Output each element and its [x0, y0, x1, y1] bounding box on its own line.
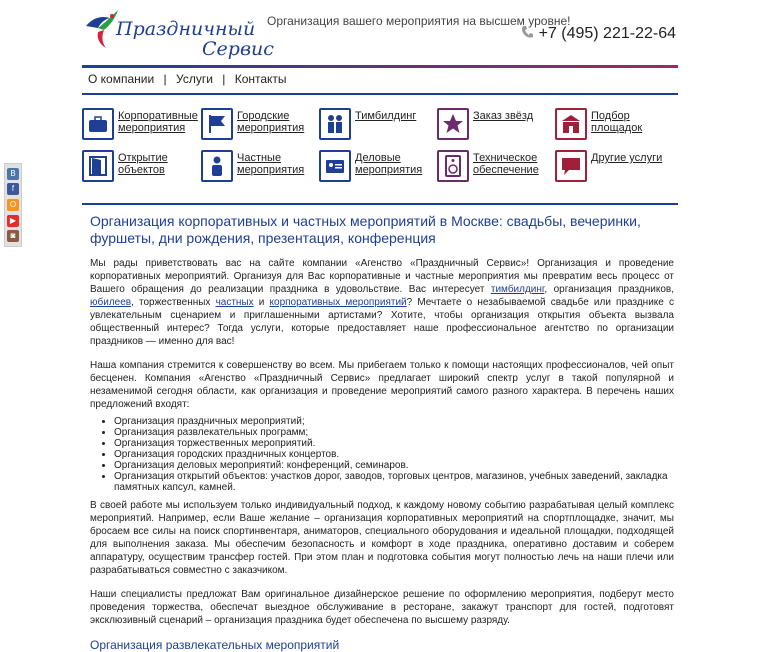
vk-icon[interactable]: В: [7, 168, 19, 180]
venue-icon: [555, 108, 587, 140]
nav-separator: |: [222, 72, 226, 86]
list-item: • Организация деловых мероприятий: конференций, семинаров.: [114, 460, 674, 471]
chat-icon: [555, 150, 587, 182]
link-jubilee[interactable]: юбилеев: [90, 297, 132, 308]
facebook-icon[interactable]: f: [7, 183, 19, 195]
service-label: Тимбилдинг: [355, 110, 417, 122]
services-list: [114, 416, 674, 493]
social-sidebar: [4, 163, 22, 247]
phone[interactable]: [521, 25, 676, 43]
service-label: Другие услуги: [591, 152, 663, 164]
speaker-icon: [437, 150, 469, 182]
text-fragment: ? Мечтаете о незабываемой свадьбе или празднике с увлекательным сценарием и приглашенными артистами? Хотите, чтобы организация открытия объекта вызвала общественный интерес? Тогда услуги, которые предоставляет наше профессиональное агентство по организации праздников — именно для вас!: [90, 297, 674, 347]
service-label: Корпоративные мероприятия: [118, 110, 198, 134]
list-item: • Организация городских праздничных концертов.: [114, 449, 674, 460]
page-title: Организация корпоративных и частных мероприятий в Москве: свадьбы, вечеринки, фуршеты, дни рождения, презентация, конференция: [90, 213, 641, 246]
logo-text-line1: Праздничный: [116, 18, 256, 40]
text-fragment: , торжественных: [131, 297, 216, 308]
service-corporate[interactable]: [82, 108, 197, 144]
service-label: Подбор площадок: [591, 110, 643, 134]
list-item: • Организация торжественных мероприятий.: [114, 438, 674, 449]
service-other[interactable]: [555, 150, 670, 186]
service-city[interactable]: [201, 108, 316, 144]
service-label: Городские мероприятия: [237, 110, 305, 134]
star-icon: [437, 108, 469, 140]
specialists-paragraph: Наши специалисты предложат Вам оригинальное дизайнерское решение по оформлению мероприятия, подберут место проведения торжества, обеспечат выездное обслуживание в ресторане, закажут транспорт для гостей, подготовят эксклюзивный сценарий – организация праздника будет обеспечена по высшему разряду.: [90, 589, 674, 626]
service-venues[interactable]: [555, 108, 670, 144]
service-teambuilding[interactable]: [319, 108, 434, 144]
service-stars[interactable]: [437, 108, 552, 144]
logo[interactable]: [82, 6, 274, 60]
nav-divider: [82, 93, 678, 95]
main-content: [90, 213, 674, 652]
intro-paragraph: [90, 257, 674, 348]
service-label: Деловые мероприятия: [355, 152, 423, 176]
instagram-icon[interactable]: ◙: [7, 230, 19, 242]
phone-number: +7 (495) 221-22-64: [538, 25, 676, 42]
text-fragment: и: [253, 297, 270, 308]
link-teambuilding[interactable]: тимбилдинг: [490, 284, 545, 295]
youtube-icon[interactable]: ▶: [7, 215, 19, 227]
list-item: • Организация развлекательных программ;: [114, 427, 674, 438]
service-openings[interactable]: [82, 150, 197, 186]
nav-separator: |: [163, 72, 167, 86]
briefcase-icon: [82, 108, 114, 140]
list-item: • Организация открытий объектов: участков дорог, заводов, торговых центров, магазинов, учебных заведений, закладка памятных капсул, камней.: [114, 471, 674, 493]
link-private[interactable]: частных: [215, 297, 254, 308]
odnoklassniki-icon[interactable]: О: [7, 199, 19, 211]
approach-paragraph: В своей работе мы используем только индивидуальный подход, к каждому новому событию разрабатывая целый комплекс мероприятий. Например, если Ваше желание – организация корпоративных мероприятий на спортплощадке, значит, мы бросаем все силы на поиск спортинвентаря, аниматоров, специального оборудования и идеальной площадки, подходящей для выполнения заказа. Мы обеспечим безопасность и комфорт в ходе праздника, оперативно доставим и соберем аппаратуру, осуществим трансфер гостей. При этом план и подготовка события могут полностью лечь на наши плечи или разрабатываться совместно с заказчиком.: [90, 500, 674, 576]
section-subtitle: Организация развлекательных мероприятий: [90, 638, 340, 652]
service-label: Заказ звёзд: [473, 110, 534, 122]
header: [82, 0, 680, 68]
service-business[interactable]: [319, 150, 434, 186]
team-icon: [319, 108, 351, 140]
text-fragment: , организация праздников,: [544, 284, 674, 295]
service-label: Частные мероприятия: [237, 152, 305, 176]
service-label: Открытие объектов: [118, 152, 168, 176]
header-divider: [82, 65, 678, 68]
service-label: Техническое обеспечение: [473, 152, 539, 176]
main-nav: [88, 72, 287, 86]
text-fragment: Мы рады приветствовать вас на сайте компании «Агенство «Праздничный Сервис»! Организация и проведение корпоративных мероприятий. Организуя для Вас корпоративные и частные мероприятия мы превратим весь процесс от Вашего обращения до реализации праздника в удовольствие. Вас интересует: [90, 258, 674, 295]
tagline: Организация вашего мероприятия на высшем уровне!: [267, 14, 571, 28]
nav-item-contacts[interactable]: Контакты: [234, 72, 287, 86]
business-card-icon: [319, 150, 351, 182]
service-tech[interactable]: [437, 150, 552, 186]
content-divider: [82, 203, 678, 205]
phone-icon: [521, 25, 533, 39]
logo-text-line2: Сервис: [202, 38, 274, 60]
link-corporate[interactable]: корпоративных мероприятий: [269, 297, 407, 308]
door-icon: [82, 150, 114, 182]
flag-icon: [201, 108, 233, 140]
nav-item-services[interactable]: Услуги: [176, 72, 213, 86]
company-paragraph: Наша компания стремится к совершенству во всем. Мы прибегаем только к помощи настоящих профессионалов, чей опыт бесценен. Компания «Агенство «Праздничный Сервис» предлагает широкий спектр услуг в такой популярной и незаменимой сегодня области, как организация и проведение мероприятий самого разного характера. В перечень наших предложений входят:: [90, 360, 674, 410]
person-icon: [201, 150, 233, 182]
list-item: • Организация праздничных мероприятий;: [114, 416, 674, 427]
service-private[interactable]: [201, 150, 316, 186]
nav-item-about[interactable]: О компании: [88, 72, 155, 86]
